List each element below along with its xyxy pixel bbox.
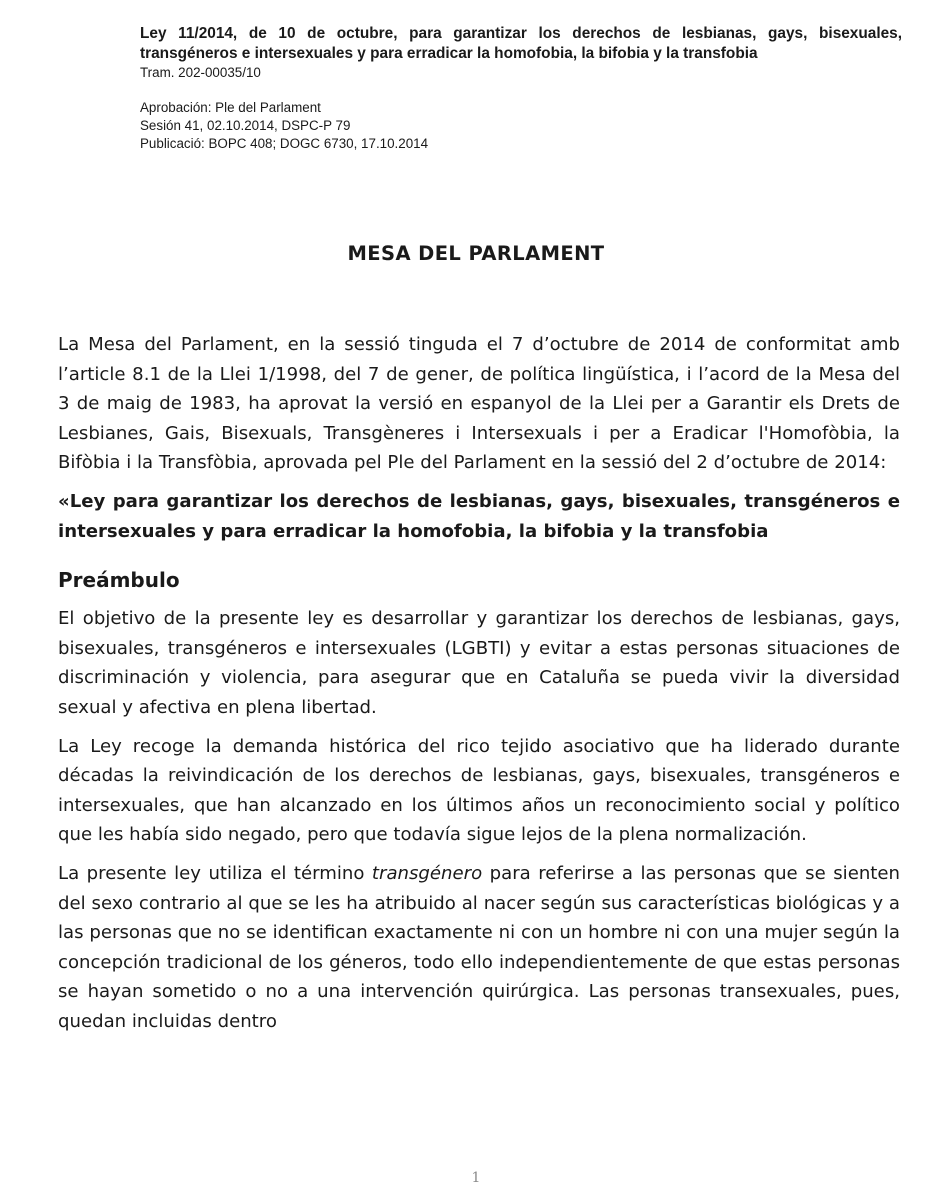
page-number: 1: [471, 1170, 481, 1186]
publication-info: Publicació: BOPC 408; DOGC 6730, 17.10.2014: [140, 136, 429, 151]
document-body: [58, 330, 900, 1045]
approval-info: Aprobación: Ple del Parlament: [140, 100, 321, 115]
document-header: [140, 24, 902, 153]
preamble-paragraph-1: El objetivo de la presente ley es desarrollar y garantizar los derechos de lesbianas, gays, bisexuales, transgéneros e intersexuales (LGBTI) y evitar a estas personas situaciones de discriminación y violencia, para asegurar que en Cataluña se pueda vivir la diversidad sexual y afectiva en plena libertad.: [58, 608, 900, 718]
tram-number: Tram. 202-00035/10: [140, 65, 261, 80]
header-spacer: [140, 82, 902, 99]
preamble-heading: Preámbulo: [58, 568, 180, 593]
preamble-paragraph-3: [58, 859, 900, 1037]
intro-paragraph: La Mesa del Parlament, en la sessió tinguda el 7 d’octubre de 2014 de conformitat amb l’article 8.1 de la Llei 1/1998, del 7 de gener, de política lingüística, i l’acord de la Mesa del 3 de maig de 1983, ha aprovat la versió en espanyol de la Llei per a Garantir els Drets de Lesbianes, Gais, Bisexuals, Transgèneres i Intersexuals i per a Eradicar l'Homofòbia, la Bifòbia i la Transfòbia, aprovada pel Ple del Parlament en la sessió del 2 d’octubre de 2014:: [58, 334, 900, 474]
paragraph-3-text-end: para referirse a las personas que se sienten del sexo contrario al que se les ha atribuido al nacer según sus características biológicas y a las personas que no se identifican exactamente ni con un hombre ni con una mujer según la concepción tradicional de los géneros, todo ello independientemente de que estas personas se hayan sometido o no a una intervención quirúrgica. Las personas transexuales, pues, quedan incluidas dentro: [58, 862, 900, 1032]
law-title: Ley 11/2014, de 10 de octubre, para garantizar los derechos de lesbianas, gays, bisexuales, transgéneros e intersexuales y para erradicar la homofobia, la bifobia y la transfobia: [140, 25, 902, 62]
term-transgenero: transgénero: [371, 862, 483, 884]
section-title: MESA DEL PARLAMENT: [347, 242, 605, 265]
preamble-paragraph-2: La Ley recoge la demanda histórica del rico tejido asociativo que ha liderado durante décadas la reivindicación de los derechos de lesbianas, gays, bisexuales, transgéneros e intersexuales, que han alcanzado en los últimos años un reconocimiento social y político que les había sido negado, pero que todavía sigue lejos de la plena normalización.: [58, 735, 900, 846]
quoted-law-title: «Ley para garantizar los derechos de lesbianas, gays, bisexuales, transgéneros e intersexuales y para erradicar la homofobia, la bifobia y la transfobia: [58, 490, 900, 542]
session-info: Sesión 41, 02.10.2014, DSPC-P 79: [140, 118, 351, 133]
paragraph-3-text-start: La presente ley utiliza el término: [58, 862, 372, 884]
